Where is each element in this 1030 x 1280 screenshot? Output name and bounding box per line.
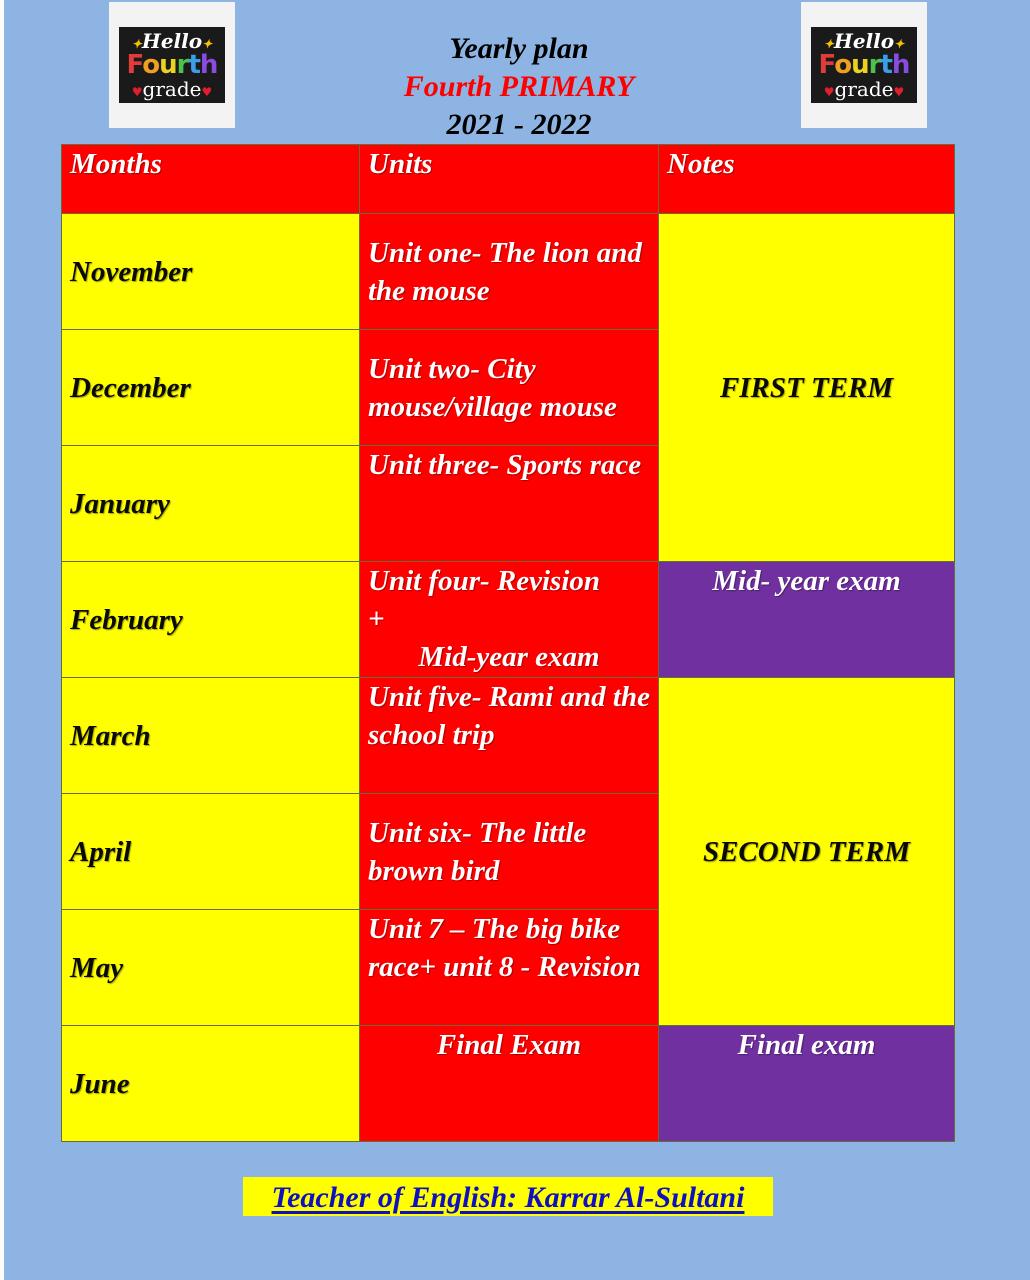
unit-cell: Unit five- Rami and the school trip [360, 678, 659, 794]
month-cell: April [62, 794, 360, 910]
yearly-plan-table [61, 144, 955, 1142]
logo-fourth-text: Fourth [126, 50, 218, 80]
page-title: Yearly plan [449, 32, 589, 65]
unit-line: Mid-year exam [418, 641, 600, 673]
month-cell: January [62, 446, 360, 562]
month-cell: December [62, 330, 360, 446]
logo-fourth-text: Fourth [818, 50, 910, 80]
second-term-note: SECOND TERM [659, 678, 955, 1026]
page-subtitle: Fourth PRIMARY [403, 70, 635, 103]
first-term-note: FIRST TERM [659, 214, 955, 562]
logo-hello-text: Hello [141, 29, 203, 53]
table-header-row [62, 145, 955, 214]
column-header-notes: Notes [659, 145, 955, 214]
logo-grade-text: grade [142, 77, 202, 101]
month-cell: March [62, 678, 360, 794]
column-header-units: Units [360, 145, 659, 214]
table-row [62, 562, 955, 678]
unit-cell: Unit 7 – The big bike race+ unit 8 - Revision [360, 910, 659, 1026]
final-exam-note: Final exam [659, 1026, 955, 1142]
teacher-credit: Teacher of English: Karrar Al-Sultani [243, 1177, 773, 1216]
hello-fourth-grade-logo-right: ✦Hello✦ Fourth ♥grade♥ [801, 2, 927, 128]
mid-year-exam-note: Mid- year exam [659, 562, 955, 678]
logo-hello-text: Hello [833, 29, 895, 53]
unit-cell: Unit six- The little brown bird [360, 794, 659, 910]
logo-grade-text: grade [834, 77, 894, 101]
unit-cell: Unit two- City mouse/village mouse [360, 330, 659, 446]
month-cell: May [62, 910, 360, 1026]
table-row [62, 214, 955, 330]
table-row [62, 1026, 955, 1142]
unit-cell: Final Exam [360, 1026, 659, 1142]
unit-cell: Unit three- Sports race [360, 446, 659, 562]
unit-cell: Unit one- The lion and the mouse [360, 214, 659, 330]
unit-line: Unit four- Revision [368, 565, 601, 597]
column-header-months: Months [62, 145, 360, 214]
hello-fourth-grade-logo-left: ✦Hello✦ Fourth ♥grade♥ [109, 2, 235, 128]
table-row [62, 678, 955, 794]
month-cell: November [62, 214, 360, 330]
month-cell: February [62, 562, 360, 678]
unit-line: + [368, 603, 385, 635]
month-cell: June [62, 1026, 360, 1142]
unit-cell [360, 562, 659, 678]
school-year: 2021 - 2022 [446, 108, 592, 141]
